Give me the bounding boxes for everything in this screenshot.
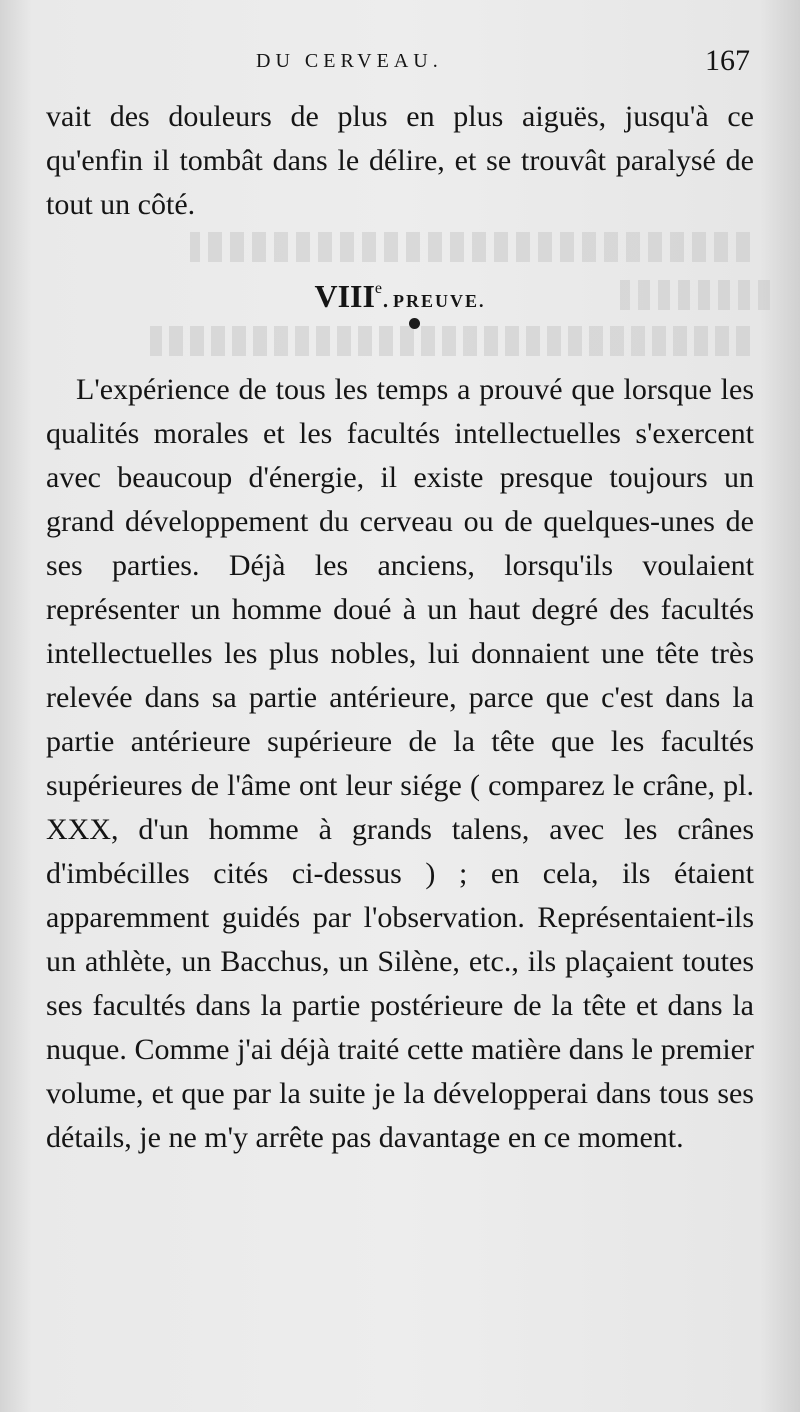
show-through-shadow: [150, 326, 750, 356]
section-heading: [0, 278, 800, 315]
section-word: PREUVE.: [393, 291, 486, 311]
show-through-shadow: [190, 232, 750, 262]
section-number-superscript: e: [374, 280, 383, 297]
opening-paragraph: vait des douleurs de plus en plus aiguës, jusqu'à ce qu'enfin il tombât dans le délire, et se trouvât paralysé de tout un côté.: [46, 100, 754, 221]
section-number: VIII: [314, 278, 375, 314]
page-number: 167: [705, 44, 750, 77]
ornament-dot: [409, 318, 420, 329]
section-separator: .: [382, 283, 390, 314]
running-head: DU CERVEAU.: [256, 50, 443, 72]
page-header: [0, 44, 800, 84]
main-paragraph: L'expérience de tous les temps a prouvé que lorsque les qualités morales et les facultés intellectuelles s'exercent avec beaucoup d'énergie, il existe presque toujours un grand développement du cerveau ou de quelques-unes de ses parties. Déjà les anciens, lorsqu'ils voulaient représenter un homme doué à un haut degré des facultés intellectuelles les plus nobles, lui donnaient une tête très relevée dans sa partie antérieure, parce que c'est dans la partie antérieure supérieure de la tête que les facultés supérieures de l'âme ont leur siége ( comparez le crâne, pl. XXX, d'un homme à grands talens, avec les crânes d'imbécilles cités ci-dessus ) ; en cela, ils étaient apparemment guidés par l'observation. Représentaient-ils un athlète, un Bacchus, un Silène, etc., ils plaçaient toutes ses facultés dans la partie postérieure de la tête et dans la nuque. Comme j'ai déjà traité cette matière dans le premier volume, et que par la suite je la développerai dans tous ses détails, je ne m'y arrête pas davantage en ce moment.: [46, 373, 754, 1154]
